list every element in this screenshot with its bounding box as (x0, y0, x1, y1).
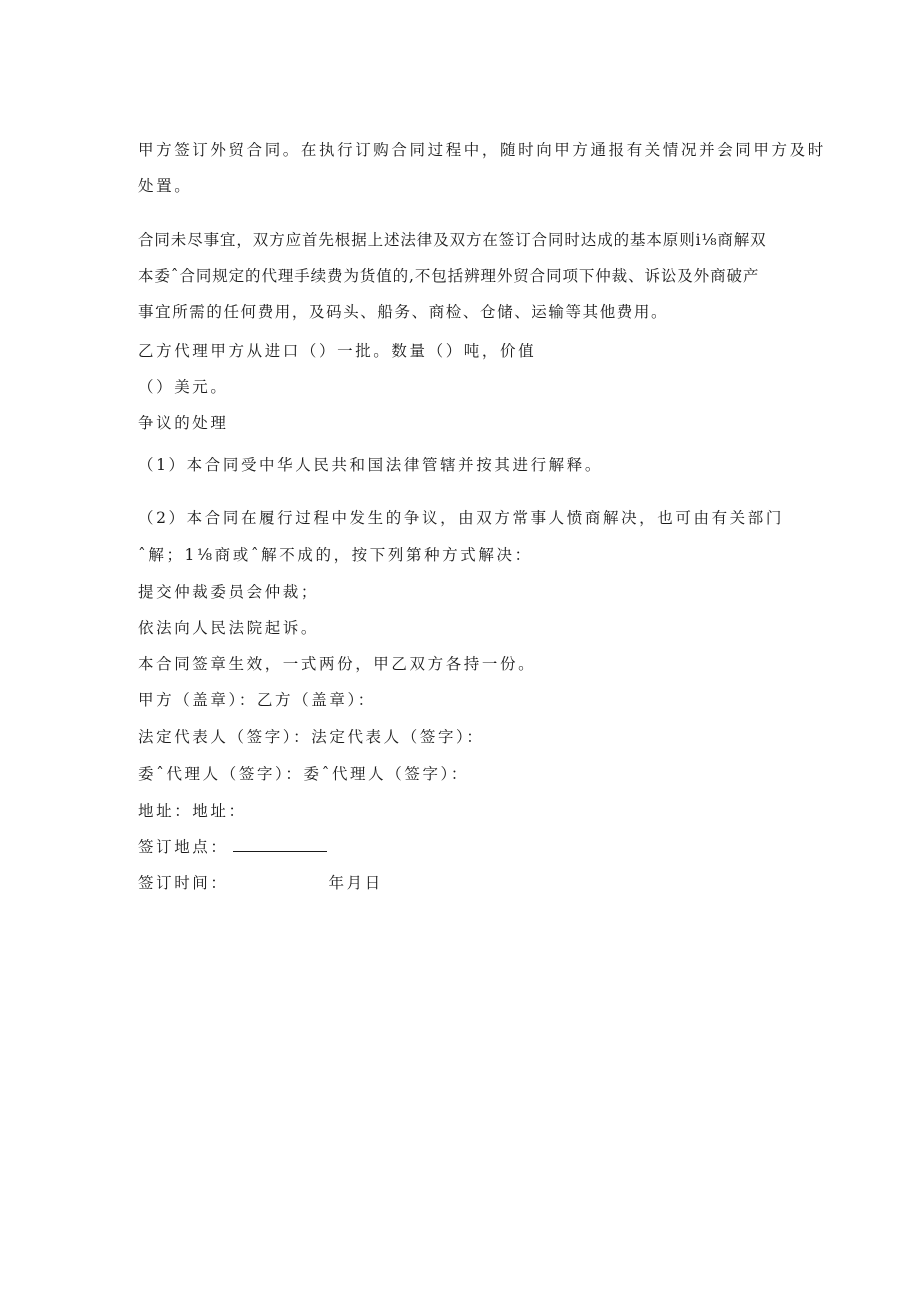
sign-place-blank (233, 837, 327, 852)
sign-place-line (138, 837, 327, 857)
signature-line: 法定代表人（签字）：法定代表人（签字）： (138, 728, 485, 746)
paragraph-line: 合同未尽事宜，双方应首先根据上述法律及双方在签订合同时达成的基本原则i⅛商解双 (138, 231, 767, 249)
paragraph-line: 处置。 (138, 177, 193, 195)
paragraph-line: （）美元。 (138, 378, 229, 396)
signature-line: 甲方（盖章）：乙方（盖章）： (138, 691, 376, 709)
paragraph-line: ˆ解；1⅛商或ˆ解不成的，按下列第种方式解决： (138, 546, 533, 564)
address-line: 地址：地址： (138, 802, 247, 820)
sign-time-label: 签订时间： (138, 874, 229, 892)
paragraph-line: 甲方签订外贸合同。在执行订购合同过程中，随时向甲方通报有关情况并会同甲方及时 (138, 141, 826, 159)
option-line: 提交仲裁委员会仲裁； (138, 583, 320, 601)
sign-time-line (138, 873, 383, 893)
signature-line: 委ˆ代理人（签字）：委ˆ代理人（签字）： (138, 765, 470, 783)
paragraph-line: 乙方代理甲方从进口（）一批。数量（）吨，价值 (138, 342, 537, 360)
paragraph-line: 事宜所需的任何费用，及码头、船务、商检、仓储、运输等其他费用。 (138, 303, 669, 321)
option-line: 依法向人民法院起诉。 (138, 619, 320, 637)
clause-item: （2）本合同在履行过程中发生的争议，由双方常事人愤商解决，也可由有关部门 (138, 509, 784, 527)
paragraph-line: 本委ˆ合同规定的代理手续费为货值的,不包括辨理外贸合同项下仲裁、诉讼及外商破产 (138, 267, 760, 285)
section-heading: 争议的处理 (138, 414, 229, 432)
clause-item: （1）本合同受中华人民共和国法律管辖并按其进行解释。 (138, 456, 603, 474)
sign-place-label: 签订地点： (138, 838, 229, 856)
sign-time-suffix: 年月日 (328, 874, 383, 892)
paragraph-line: 本合同签章生效，一式两份，甲乙双方各持一份。 (138, 655, 537, 673)
